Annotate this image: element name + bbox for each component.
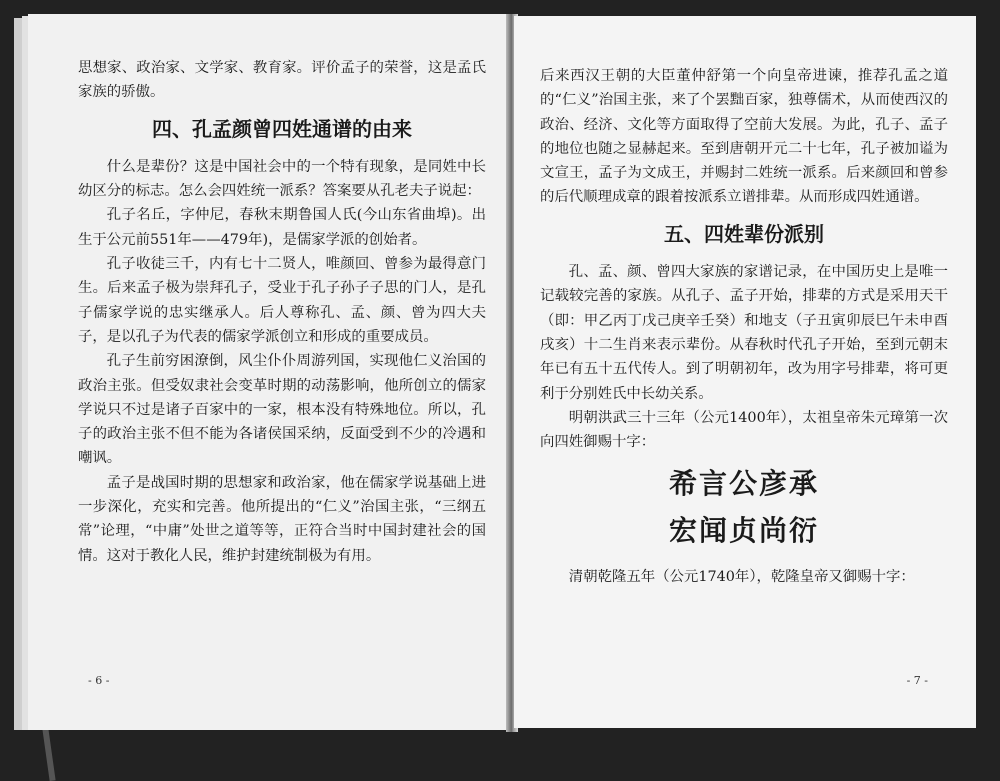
section-heading-4: 四、孔孟颜曾四姓通谱的由来: [152, 116, 412, 141]
paragraph: 后来西汉王朝的大臣董仲舒第一个向皇帝进谏，推荐孔孟之道的“仁义”治国主张，来了个罢黜百家，独尊儒术，从而使西汉的政治、经济、文化等方面取得了空前大发展。为此，孔子、孟子的地位也随之显赫起来。至到唐朝开元二十七年，孔子被加谥为文宣王，孟子为文成王，并赐封二姓统一派系。后来颜回和曾参的后代顺理成章的跟着按派系立谱排辈。从而形成四姓通谱。: [540, 68, 948, 206]
right-page-text: [540, 64, 948, 589]
paragraph: 清朝乾隆五年（公元1740年），乾隆皇帝又御赐十字：: [568, 569, 915, 586]
page-number: - 6 -: [88, 674, 110, 687]
imperial-characters-line-1: 希言公彦承: [668, 467, 819, 501]
imperial-characters-line-2: 宏闻贞尚衍: [668, 513, 819, 547]
paragraph: 孔、孟、颜、曾四大家族的家谱记录，在中国历史上是唯一记载较完善的家族。从孔子、孟子开始，排辈的方式是采用天干（即：甲乙丙丁戊己庚辛壬癸）和地支（子丑寅卯辰巳午未申酉戌亥）十二生肖来表示辈份。从春秋时代孔子开始，至到元朝末年已有五十五代传人。到了明朝初年，改为用字号排辈，将可更利于分别姓氏中长幼关系。: [540, 264, 948, 402]
left-page-text: [78, 56, 486, 568]
section-heading-5: 五、四姓辈份派别: [664, 221, 824, 246]
paragraph: 什么是辈份？这是中国社会中的一个特有现象，是同姓中长幼区分的标志。怎么会四姓统一派系？答案要从孔老夫子说起：: [78, 158, 486, 200]
paragraph: 明朝洪武三十三年（公元1400年），太祖皇帝朱元璋第一次向四姓御赐十字：: [540, 409, 948, 451]
right-page: [514, 16, 976, 728]
left-page: [28, 14, 510, 730]
paragraph: 孔子生前穷困潦倒，风尘仆仆周游列国，实现他仁义治国的政治主张。但受奴隶社会变革时期的动荡影响，他所创立的儒家学说只不过是诸子百家中的一家，根本没有特殊地位。所以，孔子的政治主张不但不能为各诸侯国采纳，反面受到不少的冷遇和嘲讽。: [78, 353, 486, 467]
intro-paragraph: 思想家、政治家、文学家、教育家。评价孟子的荣誉，这是孟氏家族的骄傲。: [78, 60, 486, 101]
paragraph: 孟子是战国时期的思想家和政治家，他在儒家学说基础上进一步深化，充实和完善。他所提出的“仁义”治国主张，“三纲五常”论理，“中庸”处世之道等等，正符合当时中国封建社会的国情。这对于教化人民，维护封建统制极为有用。: [78, 474, 486, 564]
paragraph: 孔子名丘，字仲尼，春秋末期鲁国人氏(今山东省曲埠)。出生于公元前551年——479年)，是儒家学派的创始者。: [78, 207, 486, 248]
paragraph: 孔子收徒三千，内有七十二贤人，唯颜回、曾参为最得意门生。后来孟子极为崇拜孔子，受业于孔子孙子子思的门人，是孔子儒家学说的忠实继承人。后人尊称孔、孟、颜、曾为四大夫子，是以孔子为代表的儒家学派创立和形成的重要成员。: [78, 256, 486, 345]
page-number: - 7 -: [906, 674, 928, 687]
